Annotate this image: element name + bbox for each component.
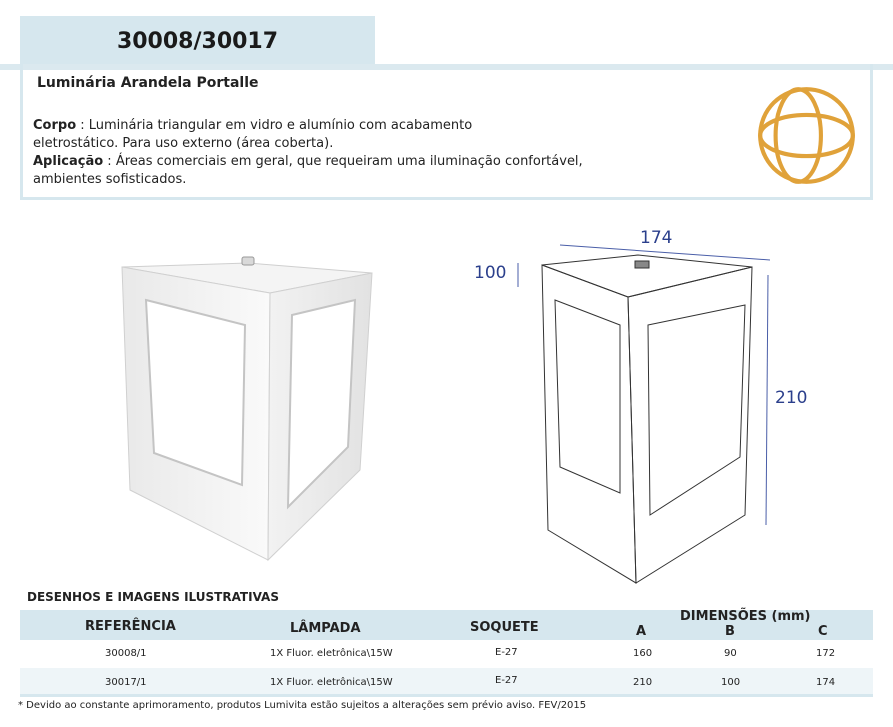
corpo-paragraph	[33, 117, 473, 153]
dimension-right-label: 210	[775, 388, 808, 408]
frame-right	[870, 64, 873, 199]
row-lampada: 1X Fluor. eletrônica\15W	[270, 648, 393, 659]
corpo-label: Corpo	[33, 118, 77, 133]
row-a: 210	[633, 677, 653, 688]
row-c: 172	[816, 648, 836, 659]
document-title: 30008/30017	[20, 16, 375, 66]
product-photo	[110, 255, 385, 565]
row-a: 160	[633, 648, 653, 659]
row-c: 174	[816, 677, 836, 688]
dimension-left-label: 100	[474, 263, 507, 283]
frame-left	[20, 64, 23, 199]
row-ref: 30017/1	[105, 677, 147, 688]
corpo-text: : Luminária triangular em vidro e alumínio com acabamento eletrostático. Para uso externo (área coberta).	[33, 118, 473, 151]
aplicacao-label: Aplicação	[33, 154, 104, 169]
row-soquete: E-27	[495, 647, 518, 658]
row-ref: 30008/1	[105, 648, 147, 659]
table-row	[20, 640, 873, 666]
header-a: A	[636, 624, 647, 639]
product-description	[33, 117, 593, 189]
lumivita-globe-logo	[755, 84, 858, 187]
header-dimensoes: DIMENSÕES (mm)	[680, 609, 811, 624]
dimension-top-label: 174	[640, 228, 673, 248]
row-b: 100	[721, 677, 741, 688]
row-lampada: 1X Fluor. eletrônica\15W	[270, 677, 393, 688]
header-b: B	[725, 624, 735, 639]
technical-drawing	[470, 225, 810, 590]
header-lampada: LÂMPADA	[290, 621, 361, 636]
aplicacao-text: : Áreas comerciais em geral, que requeiram uma iluminação confortável, ambientes sofisticados.	[33, 154, 583, 187]
table-bottom-line	[20, 694, 873, 697]
row-soquete: E-27	[495, 675, 518, 686]
aplicacao-paragraph	[33, 153, 593, 189]
header-c: C	[818, 624, 828, 639]
row-b: 90	[724, 648, 737, 659]
footnote: * Devido ao constante aprimoramento, produtos Lumivita estão sujeitos a alterações sem prévio aviso. FEV/2015	[18, 700, 587, 711]
header-band	[0, 64, 893, 70]
product-name: Luminária Arandela Portalle	[37, 75, 259, 91]
frame-bottom	[20, 197, 873, 200]
table-row	[20, 668, 873, 694]
illustrative-note: DESENHOS E IMAGENS ILUSTRATIVAS	[27, 590, 279, 604]
header-referencia: REFERÊNCIA	[85, 619, 176, 634]
header-soquete: SOQUETE	[470, 620, 539, 635]
